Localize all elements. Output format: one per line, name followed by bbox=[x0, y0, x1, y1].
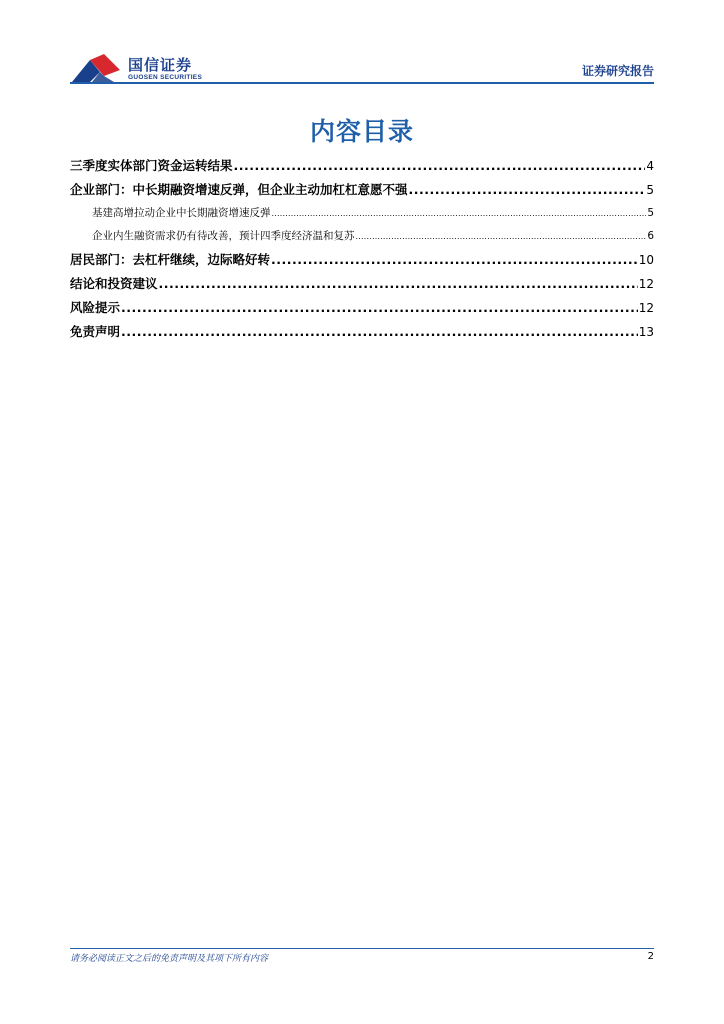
toc-entry-text: 企业部门：中长期融资增速反弹，但企业主动加杠杠意愿不强 bbox=[70, 182, 408, 197]
toc-entry-text: 三季度实体部门资金运转结果 bbox=[70, 158, 233, 173]
toc-entry-page: 4 bbox=[646, 159, 654, 173]
guosen-logo bbox=[70, 52, 210, 86]
toc-leader-dots bbox=[271, 248, 638, 272]
toc-entry[interactable] bbox=[70, 272, 654, 296]
toc-entry-page: 5 bbox=[646, 183, 654, 197]
page-number: 2 bbox=[647, 951, 654, 962]
toc-leader-dots bbox=[234, 154, 646, 178]
table-of-contents bbox=[70, 154, 654, 344]
toc-leader-dots bbox=[356, 225, 647, 248]
toc-entry-page: 13 bbox=[638, 325, 654, 339]
toc-entry-page: 12 bbox=[638, 301, 654, 315]
toc-entry[interactable] bbox=[70, 296, 654, 320]
footer-divider bbox=[70, 948, 654, 949]
logo-chinese-name: 国信证券 bbox=[128, 56, 193, 74]
header-divider bbox=[70, 82, 654, 84]
toc-subentry[interactable] bbox=[70, 202, 654, 225]
toc-leader-dots bbox=[159, 272, 638, 296]
guosen-logo-mark-icon bbox=[70, 52, 122, 86]
toc-entry-text: 风险提示 bbox=[70, 300, 121, 315]
toc-entry-text: 基建高增拉动企业中长期融资增速反弹 bbox=[92, 207, 271, 219]
toc-title: 内容目录 bbox=[309, 117, 414, 146]
toc-leader-dots bbox=[121, 296, 638, 320]
toc-subentry[interactable] bbox=[70, 225, 654, 248]
toc-leader-dots bbox=[409, 178, 646, 202]
toc-entry[interactable] bbox=[70, 178, 654, 202]
footer-disclaimer: 请务必阅读正文之后的免责声明及其项下所有内容 bbox=[70, 954, 269, 964]
toc-entry-page: 5 bbox=[647, 207, 654, 219]
toc-entry[interactable] bbox=[70, 320, 654, 344]
toc-leader-dots bbox=[121, 320, 638, 344]
toc-entry-text: 结论和投资建议 bbox=[70, 276, 158, 291]
logo-english-name: GUOSEN SECURITIES bbox=[128, 74, 203, 81]
toc-entry-page: 6 bbox=[647, 230, 654, 242]
toc-entry-text: 居民部门：去杠杆继续，边际略好转 bbox=[70, 252, 271, 267]
toc-entry-page: 10 bbox=[638, 253, 654, 267]
toc-entry[interactable] bbox=[70, 248, 654, 272]
toc-leader-dots bbox=[272, 202, 647, 225]
toc-entry-page: 12 bbox=[638, 277, 654, 291]
toc-entry-text: 免责声明 bbox=[70, 324, 121, 339]
toc-entry-text: 企业内生融资需求仍有待改善，预计四季度经济温和复苏 bbox=[92, 230, 355, 242]
report-type-label: 证券研究报告 bbox=[581, 64, 654, 78]
toc-entry[interactable] bbox=[70, 154, 654, 178]
